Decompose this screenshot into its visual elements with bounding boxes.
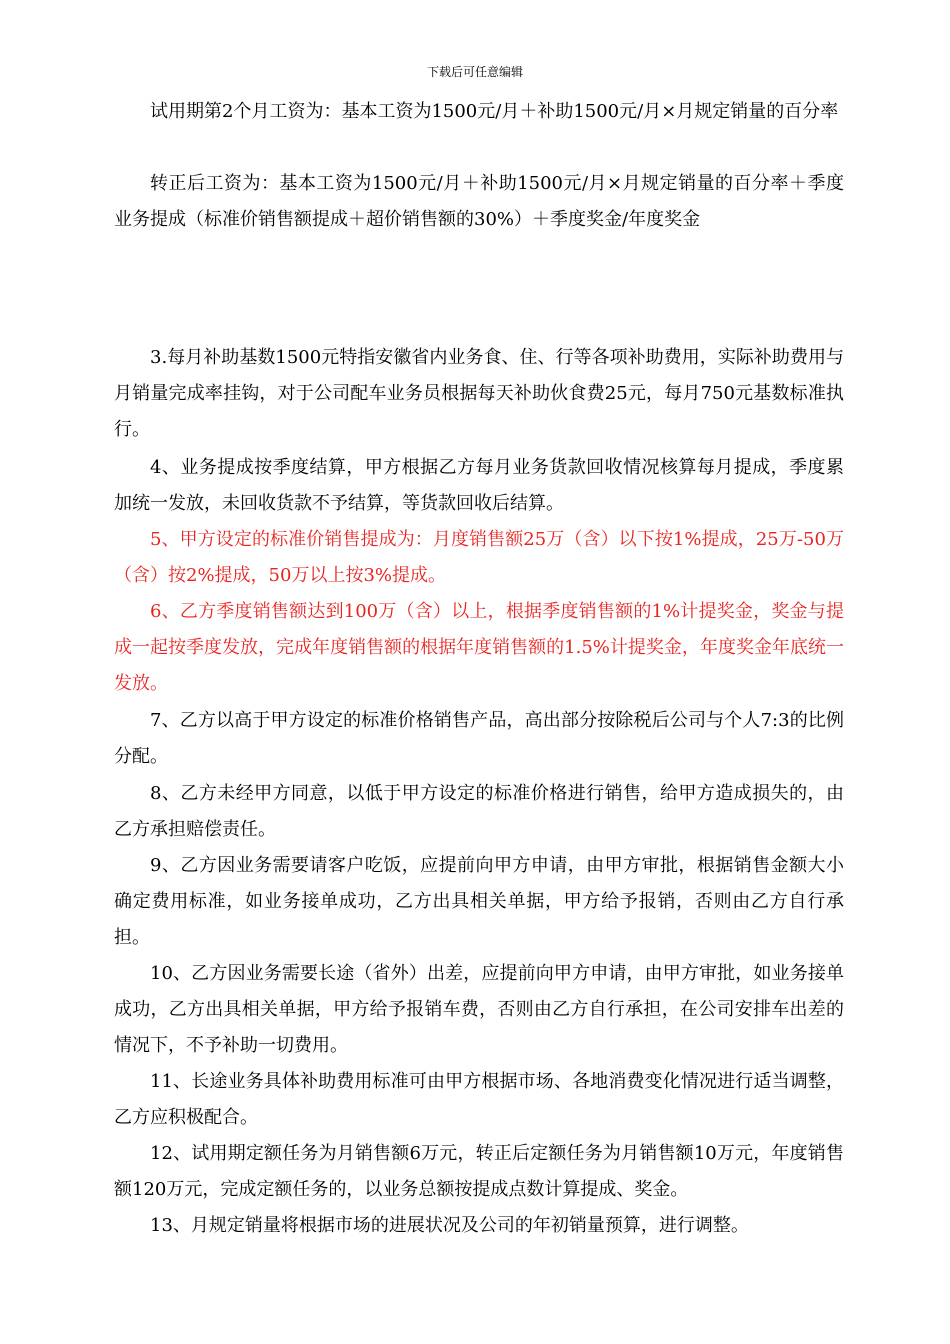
page-header: 下载后可任意编辑	[426, 65, 523, 79]
paragraph-clause-8: 8、乙方未经甲方同意，以低于甲方设定的标准价格进行销售，给甲方造成损失的，由乙方承担赔偿责任。	[114, 783, 844, 840]
paragraph-clause-11: 11、长途业务具体补助费用标准可由甲方根据市场、各地消费变化情况进行适当调整，乙方应积极配合。	[114, 1071, 844, 1128]
paragraph-clause-10: 10、乙方因业务需要长途（省外）出差，应提前向甲方申请，由甲方审批，如业务接单成功，乙方出具相关单据，甲方给予报销车费，否则由乙方自行承担，在公司安排车出差的情况下，不予补助一切费用。	[114, 963, 844, 1056]
paragraph-clause-6: 6、乙方季度销售额达到100万（含）以上，根据季度销售额的1%计提奖金，奖金与提成一起按季度发放，完成年度销售额的根据年度销售额的1.5%计提奖金，年度奖金年底统一发放。	[114, 601, 844, 694]
paragraph-clause-7: 7、乙方以高于甲方设定的标准价格销售产品，高出部分按除税后公司与个人7:3的比例分配。	[114, 710, 844, 767]
paragraph-clause-12: 12、试用期定额任务为月销售额6万元，转正后定额任务为月销售额10万元，年度销售额120万元，完成定额任务的，以业务总额按提成点数计算提成、奖金。	[114, 1143, 844, 1200]
paragraph-probation-salary: 试用期第2个月工资为：基本工资为1500元/月＋补助1500元/月×月规定销量的百分率	[150, 101, 839, 122]
paragraph-clause-9: 9、乙方因业务需要请客户吃饭，应提前向甲方申请，由甲方审批，根据销售金额大小确定费用标准，如业务接单成功，乙方出具相关单据，甲方给予报销，否则由乙方自行承担。	[114, 855, 844, 948]
paragraph-clause-13: 13、月规定销量将根据市场的进展状况及公司的年初销量预算，进行调整。	[150, 1215, 749, 1236]
paragraph-clause-3: 3.每月补助基数1500元特指安徽省内业务食、住、行等各项补助费用，实际补助费用与月销量完成率挂钩，对于公司配车业务员根据每天补助伙食费25元，每月750元基数标准执行。	[114, 347, 844, 440]
paragraph-regular-salary: 转正后工资为：基本工资为1500元/月＋补助1500元/月×月规定销量的百分率＋季度业务提成（标准价销售额提成＋超价销售额的30%）＋季度奖金/年度奖金	[114, 173, 844, 230]
paragraph-clause-5: 5、甲方设定的标准价销售提成为：月度销售额25万（含）以下按1%提成，25万-50万（含）按2%提成，50万以上按3%提成。	[114, 529, 844, 586]
paragraph-clause-4: 4、业务提成按季度结算，甲方根据乙方每月业务货款回收情况核算每月提成，季度累加统一发放，未回收货款不予结算，等货款回收后结算。	[114, 457, 844, 514]
